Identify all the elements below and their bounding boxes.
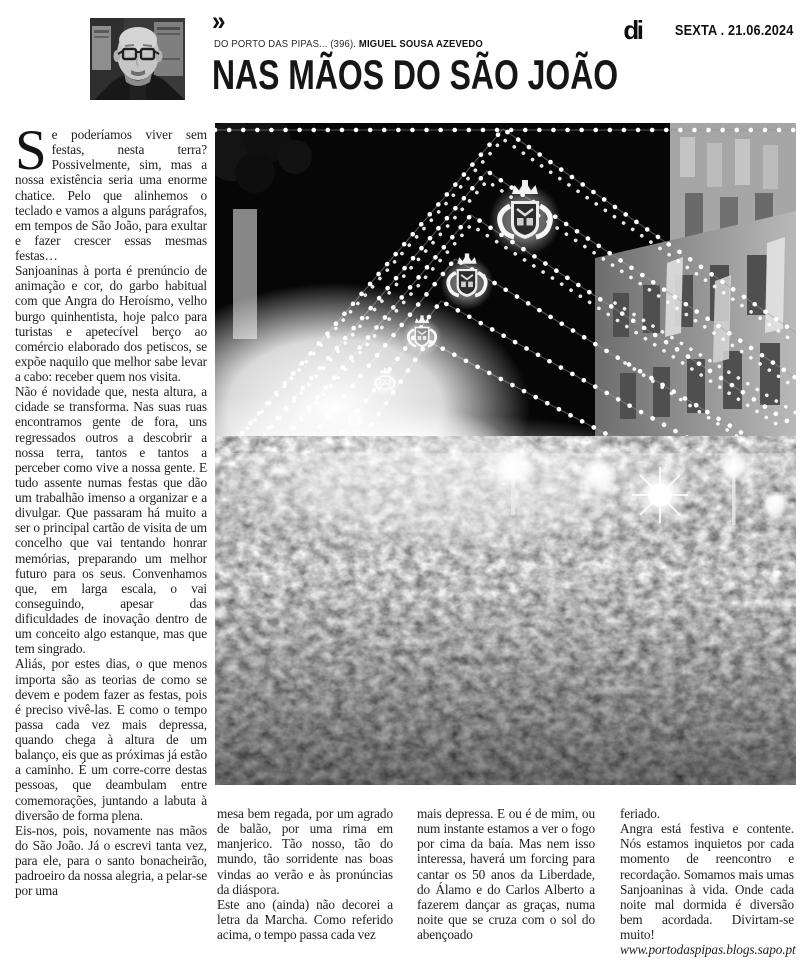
paragraph: feriado.: [620, 806, 661, 821]
author-portrait-illustration: [90, 18, 185, 100]
paragraph: Não é novidade que, nesta altura, a cidade se transforma. Nas suas ruas encontramos gente de fora, uns regressados outros a descobrir a nossa terra, tantos e tantos a perceber como vive a nossa gente. E tudo assente numas festas que dão um trabalhão imenso a organizar e a divulgar. Que passaram há muito a ser o principal cartão de visita de um concelho que vai tentando honrar memórias, preparando um melhor futuro para os seus. Convenhamos que, em larga escala, o vai conseguindo, apesar das dificuldades de inovação dentro de um conceito algo estanque, mas que tem singrado.: [15, 384, 207, 657]
paragraph: Se poderíamos viver sem festas, nesta terra? Possivelmente, sim, mas a nossa existência seria uma enorme chatice. Pelo que alinhemos o teclado e vamos a alguns parágrafos, em tempos de São João, para exultar e fazer crescer essas mesmas festas…: [15, 119, 207, 263]
paragraph: mesa bem regada, por um agrado de balão, por uma rima em manjerico. Tão nosso, tão do mundo, tão sorridente nas boas vindas ao verão e às pronúncias da diáspora.: [217, 806, 393, 897]
column-name: DO PORTO DAS PIPAS... (396).: [214, 38, 357, 50]
article-column-2: [217, 806, 393, 942]
paragraph: Angra está festiva e contente. Nós estamos inquietos por cada momento de reencontro e recordação. Somamos mais umas Sanjoaninas à vida. Onde cada noite mal dormida é diversão bem acordada. Divirtam-se muito!: [620, 821, 794, 942]
headline: NAS MÃOS DO SÃO JOÃO: [212, 51, 619, 98]
drop-cap: S: [15, 119, 47, 182]
paragraph: mais depressa. E ou é de mim, ou num instante estamos a ver o fogo por cima da baía. Mas nem isso interessa, haverá um forcing para cantar os 50 anos da Liberdade, do Álamo e do Carlos Alberto a fazerem dançar as graças, numa noite que se cruza com o sol do abençoado: [417, 806, 595, 942]
article-column-3: [417, 806, 595, 942]
author-photo: [90, 18, 185, 100]
masthead: [623, 17, 794, 43]
newspaper-logo: di: [623, 15, 642, 45]
paragraph: Sanjoaninas à porta é prenúncio de animação e cor, do garbo habitual com que Angra do Heroísmo, velho burgo quinhentista, hoje palco para turistas e apetecível berço ao comércio elaborado dos petiscos, se expõe naquilo que melhor sabe levar a cabo: receber quem nos visita.: [15, 263, 207, 384]
paragraph: Aliás, por estes dias, o que menos importa são as teorias de como se devem e podem fazer as festas, pois é preciso vivê-las. E como o tempo passa cada vez mais depressa, quando chega à altura de um balanço, eis que as próximas já estão a caminho. É um corre-corre destas pessoas, que deambulam entre comemorações, juntando a labuta à diversão de forma plena.: [15, 656, 207, 823]
article-column-4: [620, 806, 794, 957]
edition-date: SEXTA . 21.06.2024: [675, 21, 794, 39]
kicker-chevrons-icon: »: [212, 6, 223, 36]
blog-url-link[interactable]: www.portodaspipas.blogs.sapo.pt: [620, 942, 796, 958]
kicker: [214, 38, 483, 50]
author-name: MIGUEL SOUSA AZEVEDO: [358, 38, 483, 50]
festival-photo-illustration: [215, 123, 796, 785]
paragraph: Este ano (ainda) não decorei a letra da Marcha. Como referido acima, o tempo passa cada vez: [217, 896, 393, 942]
paragraph: Eis-nos, pois, novamente nas mãos do São João. Já o escrevi tanta vez, para ele, para o santo bonacheirão, padroeiro da nossa alegria, a pelar-se por uma: [15, 822, 207, 899]
article-column-1: [15, 119, 207, 899]
festival-photo: [215, 123, 796, 785]
